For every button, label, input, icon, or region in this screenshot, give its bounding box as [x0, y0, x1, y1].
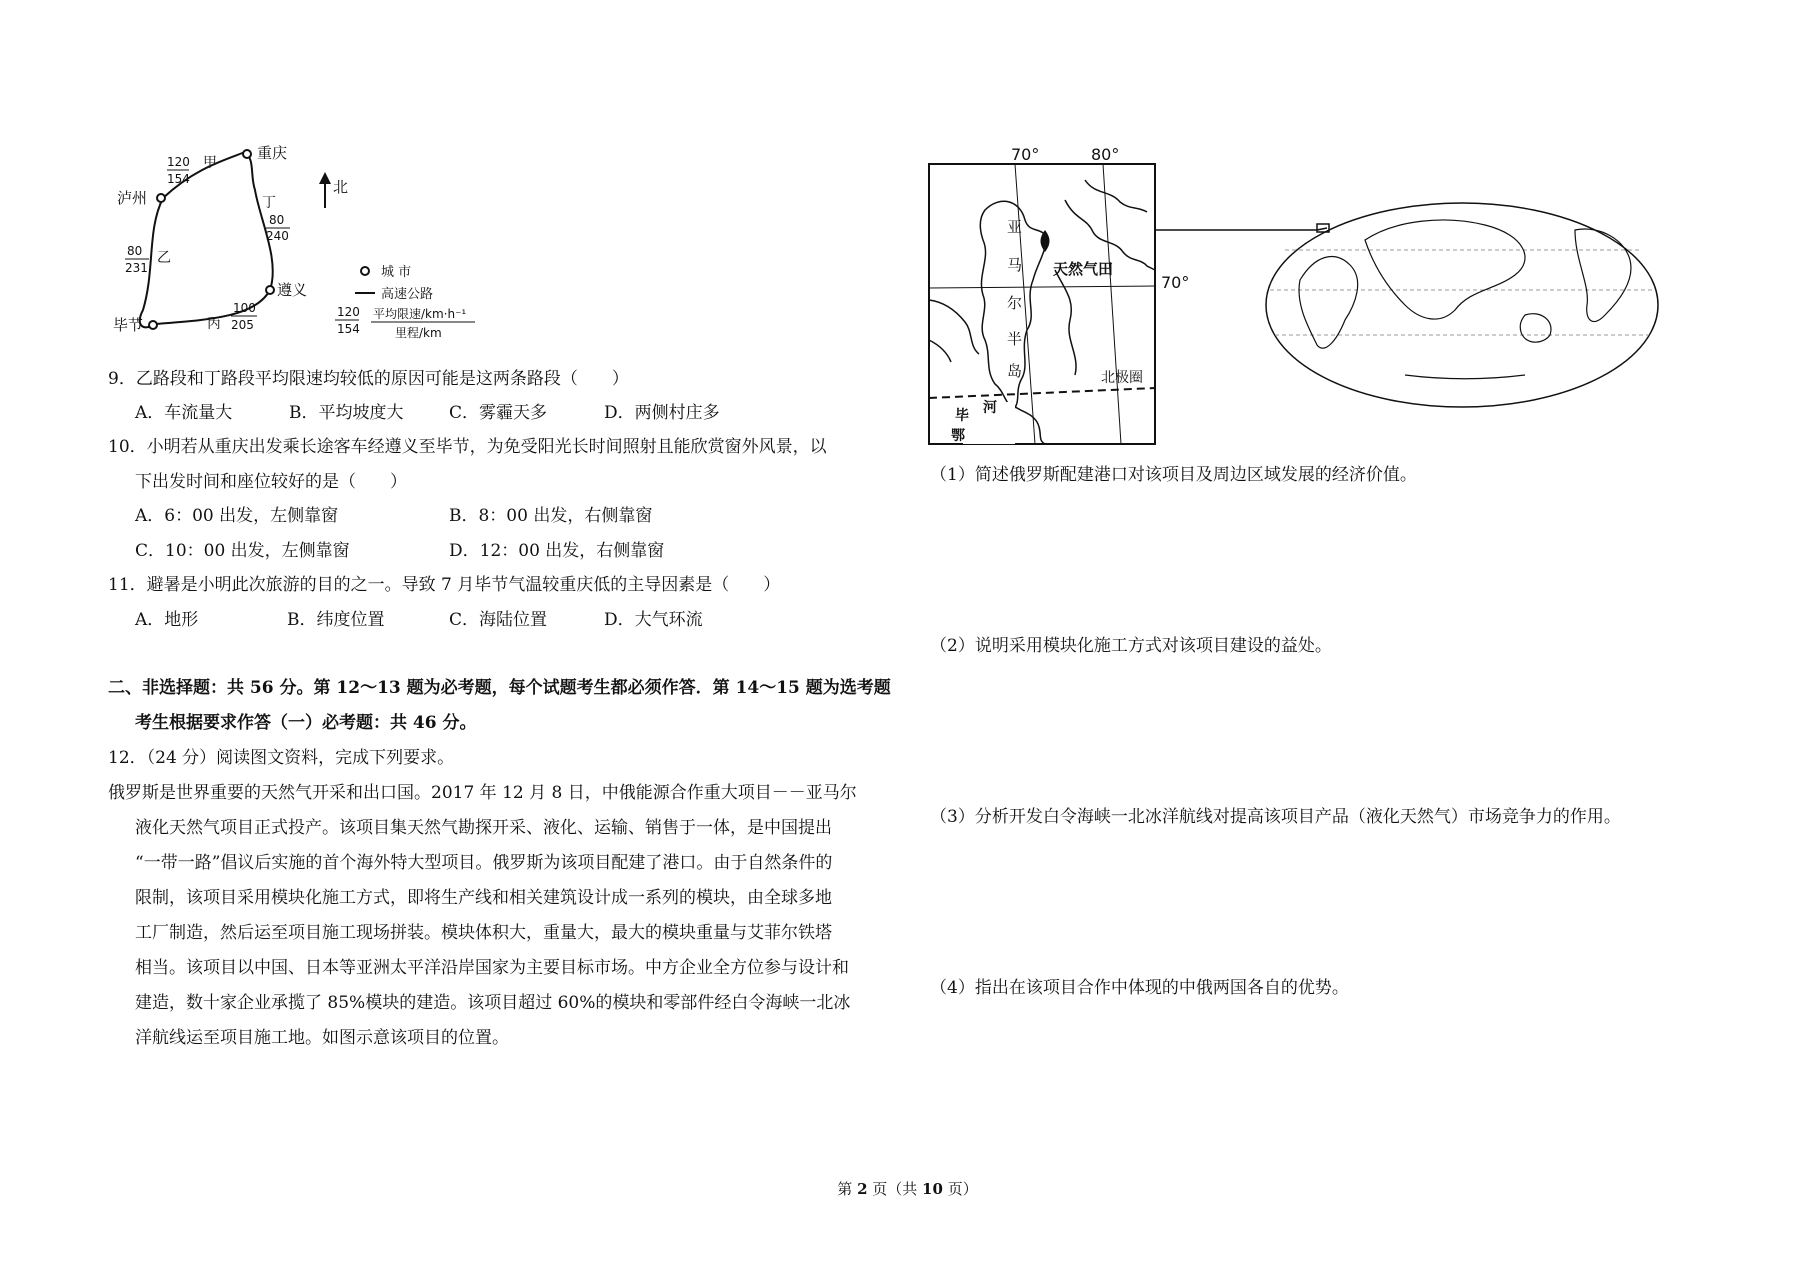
arctic-circle-label: 北极圈	[1101, 370, 1143, 386]
question-12-sub-1: （1）简述俄罗斯配建港口对该项目及周边区域发展的经济价值。	[930, 465, 1417, 485]
question-12-paragraph-line: 工厂制造，然后运至项目施工现场拼装。模块体积大，重量大，最大的模块重量与艾菲尔铁塔	[135, 923, 832, 943]
question-9-stem: 9．乙路段和丁路段平均限速均较低的原因可能是这两条路段（ ）	[108, 369, 629, 389]
city-luzhou: 泸州	[117, 189, 148, 207]
peninsula-label-char: 岛	[1007, 362, 1023, 380]
city-zunyi: 遵义	[277, 281, 308, 299]
legend-speed-label: 平均限速/km·h⁻¹	[373, 307, 467, 321]
river-label-e: 鄂	[951, 428, 965, 444]
question-10-stem-cont: 下出发时间和座位较好的是（ ）	[135, 472, 407, 492]
question-12-paragraph-line: 建造，数十家企业承揽了 85%模块的建造。该项目超过 60%的模块和零部件经白令海峡一北冰	[135, 993, 851, 1013]
inset-map-frame	[929, 164, 1155, 444]
page-footer	[0, 1178, 1815, 1199]
segment-bing-length: 205	[231, 318, 254, 332]
question-11-option-d[interactable]: D．大气环流	[604, 610, 703, 630]
question-10-option-c[interactable]: C．10：00 出发，左侧靠窗	[135, 541, 350, 561]
question-12-paragraph-line: 俄罗斯是世界重要的天然气开采和出口国。2017 年 12 月 8 日，中俄能源合作重大项目－－亚马尔	[108, 783, 857, 803]
segment-yi: 乙	[157, 250, 171, 266]
segment-ding: 丁	[262, 195, 276, 211]
peninsula-label-char: 马	[1007, 256, 1023, 274]
latitude-70-label: 70°	[1161, 273, 1190, 292]
segment-jia-length: 154	[167, 172, 190, 186]
longitude-70-label: 70°	[1011, 145, 1040, 164]
segment-ding-speed: 80	[269, 213, 285, 227]
question-12-sub-2: （2）说明采用模块化施工方式对该项目建设的益处。	[930, 636, 1332, 656]
north-arrow-icon	[319, 172, 331, 208]
question-9-option-c[interactable]: C．雾霾天多	[449, 403, 548, 423]
question-11-option-b[interactable]: B．纬度位置	[287, 610, 385, 630]
question-12-paragraph-line: “一带一路”倡议后实施的首个海外特大型项目。俄罗斯为该项目配建了港口。由于自然条件的	[135, 853, 833, 873]
question-12-paragraph-line: 限制，该项目采用模块化施工方式，即将生产线和相关建筑设计成一系列的模块，由全球多地	[135, 888, 832, 908]
question-10-option-a[interactable]: A．6：00 出发，左侧靠窗	[135, 506, 339, 526]
segment-jia-speed: 120	[167, 155, 190, 169]
city-luzhou-dot	[157, 194, 165, 202]
segment-bing: 丙	[207, 316, 221, 332]
question-10-option-b[interactable]: B．8：00 出发，右侧靠窗	[449, 506, 653, 526]
question-9-option-d[interactable]: D．两侧村庄多	[604, 403, 720, 423]
legend-city-icon	[361, 267, 369, 275]
question-10-option-d[interactable]: D．12：00 出发，右侧靠窗	[449, 541, 665, 561]
city-zunyi-dot	[266, 286, 274, 294]
peninsula-label-char: 半	[1007, 330, 1023, 348]
river-label-bi: 毕	[955, 408, 969, 424]
question-11-option-a[interactable]: A．地形	[135, 610, 199, 630]
city-chongqing-dot	[243, 150, 251, 158]
footer-post: 页）	[942, 1180, 978, 1198]
question-12-sub-3: （3）分析开发白令海峡一北冰洋航线对提高该项目产品（液化天然气）市场竞争力的作用。	[930, 807, 1621, 827]
peninsula-label-char: 亚	[1007, 218, 1023, 236]
world-map-frame	[1266, 203, 1658, 407]
footer-page-number: 2	[857, 1180, 868, 1198]
segment-jia: 甲	[203, 155, 217, 171]
legend-city: 城 市	[381, 265, 412, 280]
section-2-heading: 二、非选择题：共 56 分。第 12～13 题为必考题，每个试题考生都必须作答．第 14～15 题为选考题	[108, 678, 891, 698]
footer-mid: 页（共	[867, 1180, 923, 1198]
segment-bing-speed: 100	[233, 301, 256, 315]
footer-total-pages: 10	[922, 1180, 943, 1198]
legend-highway: 高速公路	[381, 287, 434, 302]
city-chongqing: 重庆	[257, 144, 288, 162]
route-map	[105, 140, 505, 350]
north-label: 北	[333, 178, 349, 196]
question-12-header: 12．（24 分）阅读图文资料，完成下列要求。	[108, 748, 455, 768]
segment-yi-length: 231	[125, 261, 148, 275]
question-9-option-a[interactable]: A．车流量大	[135, 403, 233, 423]
legend-example-length: 154	[337, 322, 360, 336]
longitude-80-label: 80°	[1091, 145, 1120, 164]
river-label-he: 河	[983, 400, 997, 416]
city-bijie: 毕节	[113, 316, 144, 334]
yamal-location-map	[925, 140, 1665, 450]
question-12-paragraph-line: 洋航线运至项目施工地。如图示意该项目的位置。	[135, 1028, 509, 1048]
question-11-stem: 11．避暑是小明此次旅游的目的之一。导致 7 月毕节气温较重庆低的主导因素是（ ）	[108, 575, 781, 595]
question-12-sub-4: （4）指出在该项目合作中体现的中俄两国各自的优势。	[930, 978, 1349, 998]
question-12-paragraph-line: 液化天然气项目正式投产。该项目集天然气勘探开采、液化、运输、销售于一体，是中国提出	[135, 818, 832, 838]
question-11-option-c[interactable]: C．海陆位置	[449, 610, 548, 630]
segment-yi-speed: 80	[127, 244, 143, 258]
section-2-heading-cont: 考生根据要求作答（一）必考题：共 46 分。	[135, 713, 477, 733]
footer-pre: 第	[837, 1180, 858, 1198]
peninsula-label-char: 尔	[1007, 294, 1023, 312]
question-12-paragraph-line: 相当。该项目以中国、日本等亚洲太平洋沿岸国家为主要目标市场。中方企业全方位参与设计和	[135, 958, 849, 978]
question-9-option-b[interactable]: B．平均坡度大	[289, 403, 404, 423]
gas-field-label: 天然气田	[1053, 260, 1114, 278]
segment-ding-length: 240	[266, 229, 289, 243]
question-10-stem: 10．小明若从重庆出发乘长途客车经遵义至毕节，为免受阳光长时间照射且能欣赏窗外风景，以	[108, 437, 827, 457]
city-bijie-dot	[149, 321, 157, 329]
legend-length-label: 里程/km	[395, 326, 442, 340]
legend-example-speed: 120	[337, 305, 360, 319]
